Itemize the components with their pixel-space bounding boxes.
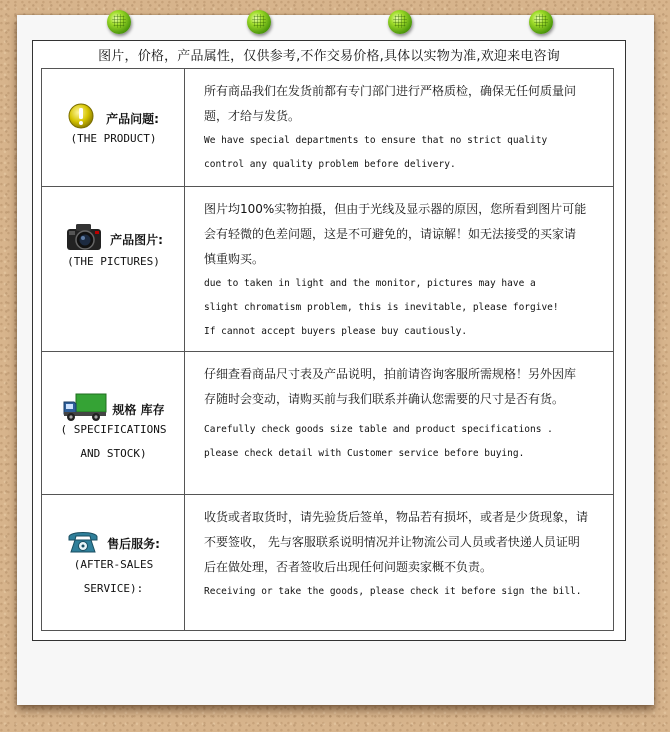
row-content-cell [186,69,613,186]
table-row-pictures [42,186,613,351]
content-en-line: If cannot accept buyers please buy cautiously. [204,326,468,337]
content-cn-line: 仔细查看商品尺寸表及产品说明，拍前请咨询客服所需规格！另外因库 [204,367,577,381]
content-en-line: due to taken in light and the monitor, pictures may have a [204,278,536,289]
info-table [41,68,614,631]
content-cn-line: 慎重购买。 [204,252,265,266]
content-cn-line: 图片均100%实物拍摄，但由于光线及显示器的原因，您所看到图片可能 [204,202,587,216]
green-pushpin-icon [247,10,271,34]
content-en-line: slight chromatism problem, this is inevitable, please forgive! [204,302,559,313]
content-cn-line: 题，才给与发货。 [204,109,301,123]
row-title-en: (THE PRODUCT) [70,132,157,145]
row-label-cell [42,187,185,351]
table-row-after-sales [42,494,613,631]
content-cn-line: 后在做处理，否者签收后出现任何问题卖家概不负责。 [204,560,493,574]
table-row-product [42,69,613,186]
row-title-en: (AFTER-SALES [73,558,154,571]
row-title-en: SERVICE): [83,582,144,595]
row-label-cell [42,69,185,186]
row-title-en: (THE PICTURES) [67,255,160,268]
row-content-cell [186,187,613,351]
content-en-line: control any quality problem before delivery. [204,159,456,170]
content-cn-line: 存随时会变动，请购买前与我们联系并确认您需要的尺寸是否有货。 [204,392,565,406]
content-cn-line: 不要签收， 先与客服联系说明情况并让物流公司人员或者快递人员证明 [204,535,580,549]
table-row-specifications [42,351,613,494]
row-title-cn: 产品图片: [110,232,163,247]
row-title-en: ( SPECIFICATIONS [60,423,167,436]
row-title-cn: 规格 库存 [112,402,165,417]
row-content-cell [186,495,613,631]
content-en-line: Receiving or take the goods, please check it before sign the bill. [204,586,582,597]
row-title-en: AND STOCK) [80,447,147,460]
content-en-line: Carefully check goods size table and product specifications . [204,424,553,435]
green-pushpin-icon [388,10,412,34]
content-en-line: please check detail with Customer service before buying. [204,448,525,459]
content-en-line: We have special departments to ensure that no strict quality [204,135,548,146]
green-pushpin-icon [529,10,553,34]
notice-header: 图片，价格，产品属性，仅供参考,不作交易价格,具体以实物为准,欢迎来电咨询 [98,49,560,64]
row-title-cn: 售后服务: [107,536,160,551]
green-pushpin-icon [107,10,131,34]
content-cn-line: 所有商品我们在发货前都有专门部门进行严格质检，确保无任何质量问 [204,84,577,98]
row-content-cell [186,352,613,494]
row-label-cell [42,495,185,631]
notice-frame [32,40,626,641]
row-title-cn: 产品问题: [106,111,159,126]
content-cn-line: 收货或者取货时，请先验货后签单，物品若有损坏，或者是少货现象，请 [204,510,589,524]
row-label-cell [42,352,185,494]
content-cn-line: 会有轻微的色差问题，这是不可避免的，请谅解！如无法接受的买家请 [204,227,577,241]
